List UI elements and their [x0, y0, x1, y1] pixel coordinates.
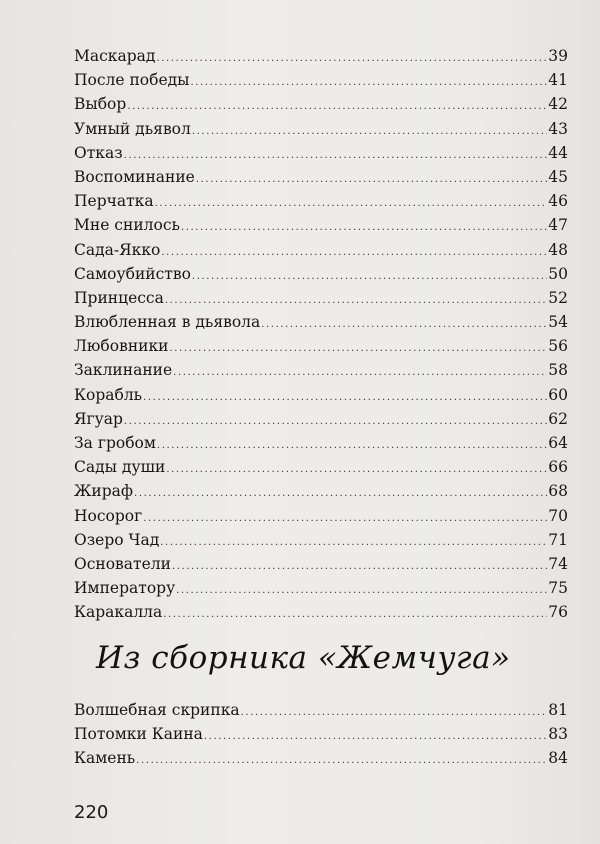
toc-entry-page: 83	[548, 725, 568, 744]
toc-entry	[74, 310, 568, 334]
toc-entry-page: 46	[548, 192, 568, 211]
toc-entry	[74, 746, 568, 770]
page-number: 220	[74, 802, 109, 823]
toc-entry-title: Принцесса	[74, 288, 164, 307]
section-table-of-contents	[74, 698, 568, 771]
toc-entry-title: Заклинание	[74, 361, 173, 380]
toc-entry-title: Сады души	[74, 458, 166, 477]
dot-leader	[176, 579, 547, 603]
dot-leader	[134, 482, 547, 506]
dot-leader	[204, 725, 547, 749]
toc-entry	[74, 528, 568, 552]
toc-entry	[74, 334, 568, 358]
toc-entry	[74, 165, 568, 189]
toc-entry-title: Носорог	[74, 506, 143, 525]
dot-leader	[192, 120, 547, 144]
dot-leader	[161, 241, 547, 265]
dot-leader	[261, 313, 547, 337]
toc-entry-page: 44	[548, 143, 568, 162]
toc-entry-page: 42	[548, 95, 568, 114]
toc-entry	[74, 552, 568, 576]
toc-entry-page: 58	[548, 361, 568, 380]
toc-entry-page: 71	[548, 530, 568, 549]
toc-entry	[74, 383, 568, 407]
toc-entry-page: 68	[548, 482, 568, 501]
toc-entry-page: 43	[548, 119, 568, 138]
dot-leader	[157, 434, 547, 458]
dot-leader	[156, 47, 547, 71]
toc-entry-page: 48	[548, 240, 568, 259]
toc-entry-title: Камень	[74, 749, 136, 768]
toc-entry-title: Мне снилось	[74, 216, 180, 235]
toc-entry	[74, 44, 568, 68]
toc-entry-title: Умный дьявол	[74, 119, 191, 138]
toc-entry	[74, 238, 568, 262]
toc-entry-title: Озеро Чад	[74, 530, 160, 549]
toc-entry-title: Выбор	[74, 95, 127, 114]
dot-leader	[181, 216, 547, 240]
toc-entry-page: 62	[548, 409, 568, 428]
toc-entry	[74, 68, 568, 92]
toc-entry-title: Корабль	[74, 385, 143, 404]
toc-entry	[74, 213, 568, 237]
toc-entry-title: Влюбленная в дьявола	[74, 313, 261, 332]
toc-entry	[74, 698, 568, 722]
toc-entry	[74, 504, 568, 528]
toc-entry-page: 47	[548, 216, 568, 235]
toc-entry	[74, 455, 568, 479]
section-heading: Из сборника «Жемчуга»	[96, 640, 511, 676]
dot-leader	[196, 168, 547, 192]
toc-entry-page: 81	[548, 701, 568, 719]
toc-entry-title: Сада-Якко	[74, 240, 161, 259]
toc-entry	[74, 407, 568, 431]
toc-entry-title: Перчатка	[74, 192, 154, 211]
toc-entry-page: 41	[548, 71, 568, 90]
toc-entry-page: 52	[548, 288, 568, 307]
toc-entry-title: Жираф	[74, 482, 134, 501]
toc-entry	[74, 141, 568, 165]
dot-leader	[166, 458, 547, 482]
toc-entry-title: Воспоминание	[74, 167, 195, 186]
dot-leader	[191, 71, 548, 95]
toc-entry-page: 75	[548, 579, 568, 598]
toc-entry-title: Основатели	[74, 554, 171, 573]
toc-entry-title: За гробом	[74, 434, 156, 452]
toc-entry	[74, 722, 568, 746]
toc-entry-title: Ягуар	[74, 409, 123, 428]
toc-entry-page: 60	[548, 385, 568, 404]
dot-leader	[192, 265, 547, 289]
dot-leader	[160, 531, 547, 555]
table-of-contents	[74, 44, 568, 625]
toc-entry	[74, 358, 568, 382]
toc-entry	[74, 262, 568, 286]
toc-entry-page: 76	[548, 603, 568, 622]
toc-entry	[74, 431, 568, 455]
toc-entry-page: 70	[548, 506, 568, 525]
toc-entry-title: Потомки Каина	[74, 725, 203, 744]
toc-entry-page: 66	[548, 458, 568, 477]
toc-entry-page: 50	[548, 264, 568, 283]
toc-entry-title: Маскарад	[74, 47, 156, 65]
toc-entry	[74, 92, 568, 116]
toc-entry-title: Самоубийство	[74, 264, 191, 283]
dot-leader	[170, 337, 548, 361]
toc-entry	[74, 117, 568, 141]
toc-entry-page: 74	[548, 554, 568, 573]
toc-entry	[74, 286, 568, 310]
toc-entry-title: Императору	[74, 579, 176, 598]
dot-leader	[143, 386, 547, 410]
toc-entry	[74, 576, 568, 600]
toc-entry-title: Каракалла	[74, 603, 163, 622]
toc-entry-page: 56	[548, 337, 568, 356]
toc-entry-page: 54	[548, 313, 568, 332]
dot-leader	[155, 192, 548, 216]
toc-entry	[74, 189, 568, 213]
dot-leader	[172, 555, 547, 579]
toc-entry-page: 39	[548, 47, 568, 65]
toc-entry-page: 64	[548, 434, 568, 452]
toc-entry-page: 84	[548, 749, 568, 768]
dot-leader	[163, 603, 547, 627]
dot-leader	[173, 361, 547, 385]
toc-entry-title: Волшебная скрипка	[74, 701, 240, 719]
dot-leader	[143, 507, 547, 531]
toc-entry	[74, 600, 568, 624]
toc-entry-title: Любовники	[74, 337, 169, 356]
dot-leader	[136, 749, 547, 773]
dot-leader	[241, 701, 548, 725]
toc-entry	[74, 479, 568, 503]
toc-entry-page: 45	[548, 167, 568, 186]
toc-entry-title: После победы	[74, 71, 190, 90]
dot-leader	[124, 410, 547, 434]
toc-entry-title: Отказ	[74, 143, 123, 162]
